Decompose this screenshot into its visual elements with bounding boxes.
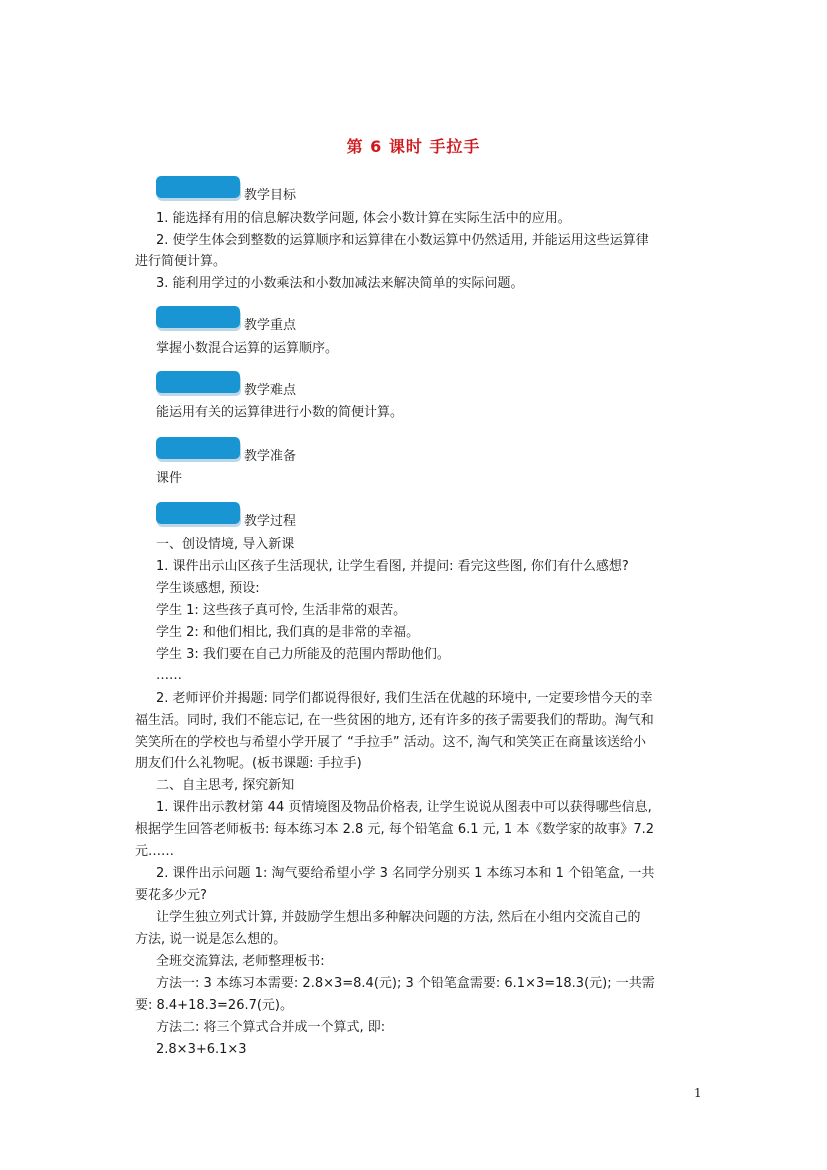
text-line: 2. 使学生体会到整数的运算顺序和运算律在小数运算中仍然适用, 并能运用这些运算律 (156, 233, 649, 248)
text-line: 元…… (135, 844, 175, 859)
text-line: 朋友们什么礼物呢。(板书课题: 手拉手) (135, 756, 362, 771)
text-line: 2. 老师评价并揭题: 同学们都说得很好, 我们生活在优越的环境中, 一定要珍惜今天的幸 (156, 691, 653, 706)
section-tab-marker (156, 176, 240, 198)
text-line: 笑笑所在的学校也与希望小学开展了 “手拉手” 活动。这不, 淘气和笑笑正在商量该送给小 (135, 735, 646, 750)
text-line: 学生 3: 我们要在自己力所能及的范围内帮助他们。 (156, 647, 450, 662)
text-line: 要: 8.4+18.3=26.7(元)。 (135, 998, 294, 1013)
section-heading: 教学目标 (244, 188, 297, 203)
text-line: 要花多少元? (135, 888, 207, 903)
text-line: 学生 1: 这些孩子真可怜, 生活非常的艰苦。 (156, 603, 407, 618)
text-line: 学生 2: 和他们相比, 我们真的是非常的幸福。 (156, 625, 420, 640)
text-line: 2. 课件出示问题 1: 淘气要给希望小学 3 名同学分别买 1 本练习本和 1 个铅笔盒, 一共 (156, 866, 655, 881)
text-line: 能运用有关的运算律进行小数的简便计算。 (156, 405, 404, 420)
text-line: 课件 (156, 471, 183, 486)
section-tab-marker (156, 502, 240, 524)
text-line: 方法二: 将三个算式合并成一个算式, 即: (156, 1020, 386, 1035)
text-line: 方法一: 3 本练习本需要: 2.8×3=8.4(元); 3 个铅笔盒需要: 6.1×3=18.3(元); 一共需 (156, 976, 655, 991)
lesson-title: 第 6 课时 手拉手 (346, 137, 481, 156)
text-line: 让学生独立列式计算, 并鼓励学生想出多种解决问题的方法, 然后在小组内交流自己的 (156, 910, 641, 925)
text-line: 掌握小数混合运算的运算顺序。 (156, 341, 339, 356)
subheading-line: 二、自主思考, 探究新知 (156, 778, 295, 793)
section-tab-marker (156, 437, 240, 459)
section-heading: 教学重点 (244, 318, 297, 333)
text-line: 1. 课件出示教材第 44 页情境图及物品价格表, 让学生说说从图表中可以获得哪些信息, (156, 800, 652, 815)
text-line: 3. 能利用学过的小数乘法和小数加减法来解决简单的实际问题。 (156, 276, 524, 291)
text-line: 进行简便计算。 (135, 254, 227, 269)
text-line: 1. 能选择有用的信息解决数学问题, 体会小数计算在实际生活中的应用。 (156, 211, 571, 226)
text-line: 福生活。同时, 我们不能忘记, 在一些贫困的地方, 还有许多的孩子需要我们的帮助。淘气和 (135, 713, 654, 728)
text-line: 全班交流算法, 老师整理板书: (156, 954, 325, 969)
text-line: 根据学生回答老师板书: 每本练习本 2.8 元, 每个铅笔盒 6.1 元, 1 本《数学家的故事》7.2 (135, 822, 654, 837)
text-line: 学生谈感想, 预设: (156, 581, 260, 596)
text-line: 方法, 说一说是怎么想的。 (135, 932, 287, 947)
section-tab-marker (156, 371, 240, 393)
page-number: 1 (694, 1086, 702, 1100)
section-heading: 教学过程 (244, 514, 297, 529)
subheading-line: 一、创设情境, 导入新课 (156, 537, 295, 552)
formula-line: 2.8×3+6.1×3 (156, 1042, 247, 1057)
section-heading: 教学准备 (244, 449, 297, 464)
section-heading: 教学难点 (244, 383, 297, 398)
text-line: …… (156, 668, 182, 683)
text-line: 1. 课件出示山区孩子生活现状, 让学生看图, 并提问: 看完这些图, 你们有什么感想? (156, 559, 629, 574)
section-tab-marker (156, 306, 240, 328)
